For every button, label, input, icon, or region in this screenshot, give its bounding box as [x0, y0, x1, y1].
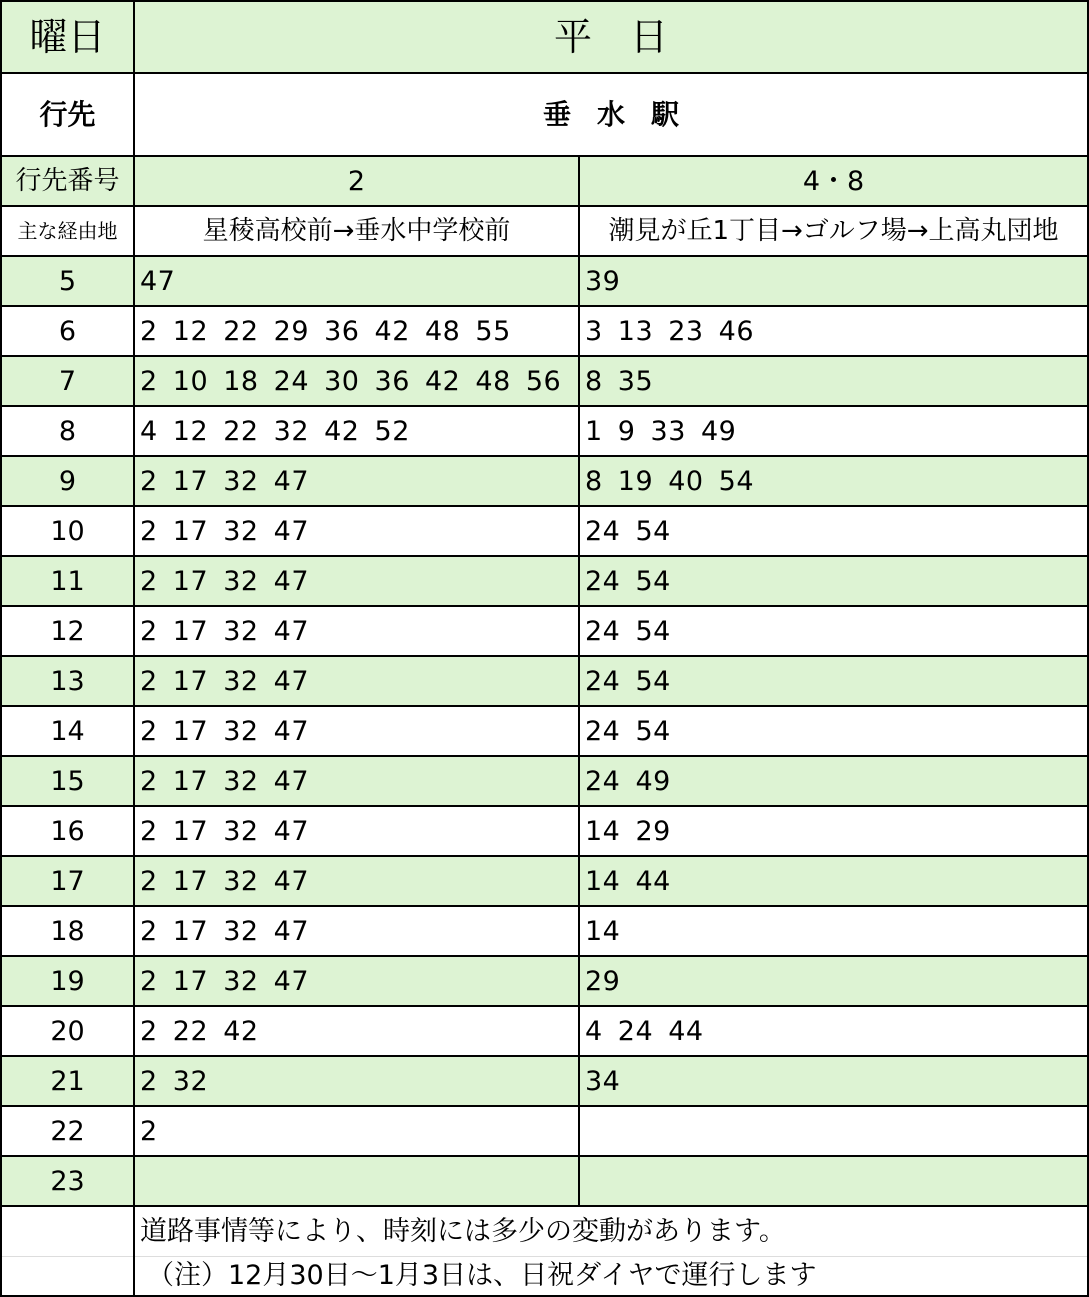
departures-route-2: 2 17 32 47	[134, 556, 579, 606]
departures-route-2: 2 17 32 47	[134, 906, 579, 956]
departures-route-4-8: 8 35	[579, 356, 1088, 406]
via-route-2: 星稜高校前→垂水中学校前	[134, 206, 579, 256]
departures-route-2: 2 10 18 24 30 36 42 48 56	[134, 356, 579, 406]
departures-route-2: 2 12 22 29 36 42 48 55	[134, 306, 579, 356]
departures-route-2: 2	[134, 1106, 579, 1156]
departures-route-4-8: 4 24 44	[579, 1006, 1088, 1056]
hour-cell: 18	[1, 906, 134, 956]
route-number-row	[1, 156, 1088, 206]
hour-cell: 19	[1, 956, 134, 1006]
hour-cell: 17	[1, 856, 134, 906]
hour-cell: 15	[1, 756, 134, 806]
departures-route-2: 2 17 32 47	[134, 606, 579, 656]
hour-cell: 13	[1, 656, 134, 706]
departures-route-2	[134, 1156, 579, 1206]
departures-route-4-8: 24 54	[579, 656, 1088, 706]
hour-cell: 16	[1, 806, 134, 856]
table-row	[1, 1106, 1088, 1156]
table-row	[1, 556, 1088, 606]
departures-route-2: 2 17 32 47	[134, 806, 579, 856]
note-row-1	[1, 1206, 1088, 1256]
via-route-4-8: 潮見が丘1丁目→ゴルフ場→上高丸団地	[579, 206, 1088, 256]
departures-route-4-8: 34	[579, 1056, 1088, 1106]
hour-cell: 21	[1, 1056, 134, 1106]
destination-row	[1, 73, 1088, 156]
departures-route-4-8: 24 54	[579, 706, 1088, 756]
table-row	[1, 806, 1088, 856]
route-number-4-8: 4・8	[579, 156, 1088, 206]
departures-route-2: 2 32	[134, 1056, 579, 1106]
route-number-2: 2	[134, 156, 579, 206]
table-row	[1, 906, 1088, 956]
departures-route-4-8: 24 54	[579, 606, 1088, 656]
day-row	[1, 1, 1088, 73]
departures-route-4-8: 8 19 40 54	[579, 456, 1088, 506]
departures-route-2: 2 17 32 47	[134, 506, 579, 556]
hour-cell: 8	[1, 406, 134, 456]
note-spacer	[1, 1206, 134, 1256]
hour-cell: 10	[1, 506, 134, 556]
table-row	[1, 456, 1088, 506]
departures-route-2: 2 17 32 47	[134, 856, 579, 906]
note-row-2	[1, 1256, 1088, 1296]
hour-cell: 11	[1, 556, 134, 606]
departures-route-4-8: 14	[579, 906, 1088, 956]
departures-route-2: 4 12 22 32 42 52	[134, 406, 579, 456]
day-label: 曜日	[1, 1, 134, 73]
hour-cell: 14	[1, 706, 134, 756]
hour-cell: 12	[1, 606, 134, 656]
hour-cell: 6	[1, 306, 134, 356]
table-row	[1, 956, 1088, 1006]
table-row	[1, 1056, 1088, 1106]
departures-route-4-8: 24 49	[579, 756, 1088, 806]
hour-cell: 7	[1, 356, 134, 406]
hour-cell: 5	[1, 256, 134, 306]
table-row	[1, 1156, 1088, 1206]
departures-route-2: 2 17 32 47	[134, 756, 579, 806]
table-row	[1, 606, 1088, 656]
hour-cell: 22	[1, 1106, 134, 1156]
note-line-2: （注）12月30日～1月3日は、日祝ダイヤで運行します	[134, 1256, 1088, 1296]
departures-route-4-8: 14 29	[579, 806, 1088, 856]
departures-route-4-8: 14 44	[579, 856, 1088, 906]
departures-route-2: 2 17 32 47	[134, 456, 579, 506]
table-row	[1, 256, 1088, 306]
departures-route-4-8: 1 9 33 49	[579, 406, 1088, 456]
departures-route-2: 2 17 32 47	[134, 656, 579, 706]
hour-cell: 23	[1, 1156, 134, 1206]
departures-route-4-8	[579, 1156, 1088, 1206]
note-spacer	[1, 1256, 134, 1296]
departures-route-4-8: 29	[579, 956, 1088, 1006]
table-row	[1, 306, 1088, 356]
table-row	[1, 856, 1088, 906]
hour-cell: 20	[1, 1006, 134, 1056]
table-row	[1, 756, 1088, 806]
via-row	[1, 206, 1088, 256]
departures-route-2: 2 22 42	[134, 1006, 579, 1056]
destination-label: 行先	[1, 73, 134, 156]
table-row	[1, 406, 1088, 456]
table-row	[1, 656, 1088, 706]
table-row	[1, 1006, 1088, 1056]
table-row	[1, 356, 1088, 406]
table-row	[1, 506, 1088, 556]
via-label: 主な経由地	[1, 206, 134, 256]
hour-cell: 9	[1, 456, 134, 506]
departures-route-2: 47	[134, 256, 579, 306]
note-line-1: 道路事情等により、時刻には多少の変動があります。	[134, 1206, 1088, 1256]
table-row	[1, 706, 1088, 756]
departures-route-4-8: 24 54	[579, 506, 1088, 556]
departures-route-4-8	[579, 1106, 1088, 1156]
departures-route-4-8: 39	[579, 256, 1088, 306]
route-number-label: 行先番号	[1, 156, 134, 206]
departures-route-2: 2 17 32 47	[134, 956, 579, 1006]
departures-route-4-8: 3 13 23 46	[579, 306, 1088, 356]
departures-route-2: 2 17 32 47	[134, 706, 579, 756]
day-value: 平 日	[134, 1, 1088, 73]
timetable-rows	[1, 256, 1088, 1206]
destination-value: 垂水駅	[134, 73, 1088, 156]
departures-route-4-8: 24 54	[579, 556, 1088, 606]
